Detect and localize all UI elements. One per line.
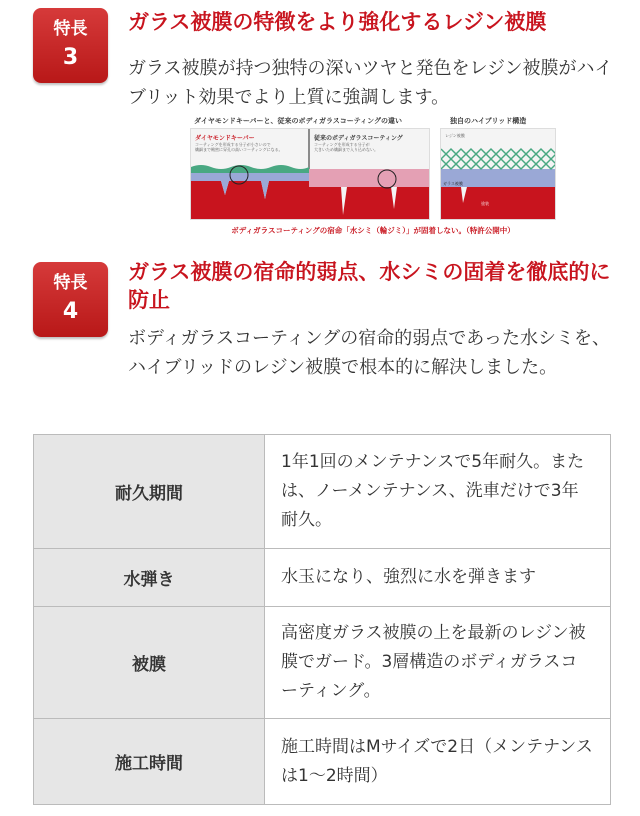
paint-layer-label: 塗装 bbox=[481, 201, 489, 206]
table-row bbox=[34, 719, 611, 805]
hybrid-structure-illustration bbox=[441, 129, 556, 220]
row-label: 施工時間 bbox=[34, 719, 265, 805]
row-value: 1年1回のメンテナンスで5年耐久。または、ノーメンテナンス、洗車だけで3年耐久。 bbox=[265, 435, 611, 549]
diagram-caption: ボディガラスコーティングの宿命「水シミ（輪ジミ）」が固着しない。（特許公開中） bbox=[231, 226, 515, 235]
feature-4-title: ガラス被膜の宿命的弱点、水シミの固着を徹底的に防止 bbox=[128, 260, 611, 312]
panel1-title: ダイヤモンドキーパー bbox=[195, 135, 255, 142]
feature-3-title: ガラス被膜の特徴をより強化するレジン被膜 bbox=[128, 10, 547, 34]
panel2-text: コーティングを形成する分子が 大きいため繊細まで入り込めない。 bbox=[314, 142, 378, 152]
glass-layer-label: ガラス被膜 bbox=[443, 181, 463, 186]
table-row bbox=[34, 607, 611, 719]
feature-4-badge bbox=[33, 262, 108, 337]
table-row bbox=[34, 549, 611, 607]
row-value: 施工時間はMサイズで2日（メンテナンスは1〜2時間） bbox=[265, 719, 611, 805]
diagram-header-right: 独自のハイブリッド構造 bbox=[450, 117, 527, 125]
row-value: 高密度ガラス被膜の上を最新のレジン被膜でガード。3層構造のボディガラスコーティング。 bbox=[265, 607, 611, 719]
row-label: 耐久期間 bbox=[34, 435, 265, 549]
feature-3-badge bbox=[33, 8, 108, 83]
feature-4-badge-label: 特長 bbox=[53, 273, 88, 293]
feature-4-description: ボディガラスコーティングの宿命的弱点であった水シミを、ハイブリッドのレジン被膜で根本的に解決しました。 bbox=[128, 328, 611, 378]
hybrid-structure-panel bbox=[440, 128, 556, 220]
coating-comparison-diagram bbox=[190, 114, 556, 240]
table-row bbox=[34, 435, 611, 549]
feature-3-badge-number: 3 bbox=[62, 45, 79, 70]
spec-table bbox=[33, 434, 611, 805]
feature-3-description: ガラス被膜が持つ独特の深いツヤと発色をレジン被膜がハイブリット効果でより上質に強調します。 bbox=[128, 58, 613, 108]
feature-4-badge-number: 4 bbox=[62, 299, 79, 324]
feature-3-badge-label: 特長 bbox=[53, 19, 88, 39]
diagram-header-left: ダイヤモンドキーパーと、従来のボディガラスコーティングの違い bbox=[194, 117, 403, 125]
row-label: 被膜 bbox=[34, 607, 265, 719]
comparison-panel bbox=[190, 128, 430, 220]
row-label: 水弾き bbox=[34, 549, 265, 607]
panel1-text: コーティングを形成する分子が小さいので 繊細まで緻密に穿孔の高いコーティングになる。 bbox=[195, 142, 283, 152]
panel2-title: 従来のボディガラスコーティング bbox=[314, 135, 403, 142]
row-value: 水玉になり、強烈に水を弾きます bbox=[265, 549, 611, 607]
resin-layer-label: レジン被膜 bbox=[445, 133, 465, 138]
